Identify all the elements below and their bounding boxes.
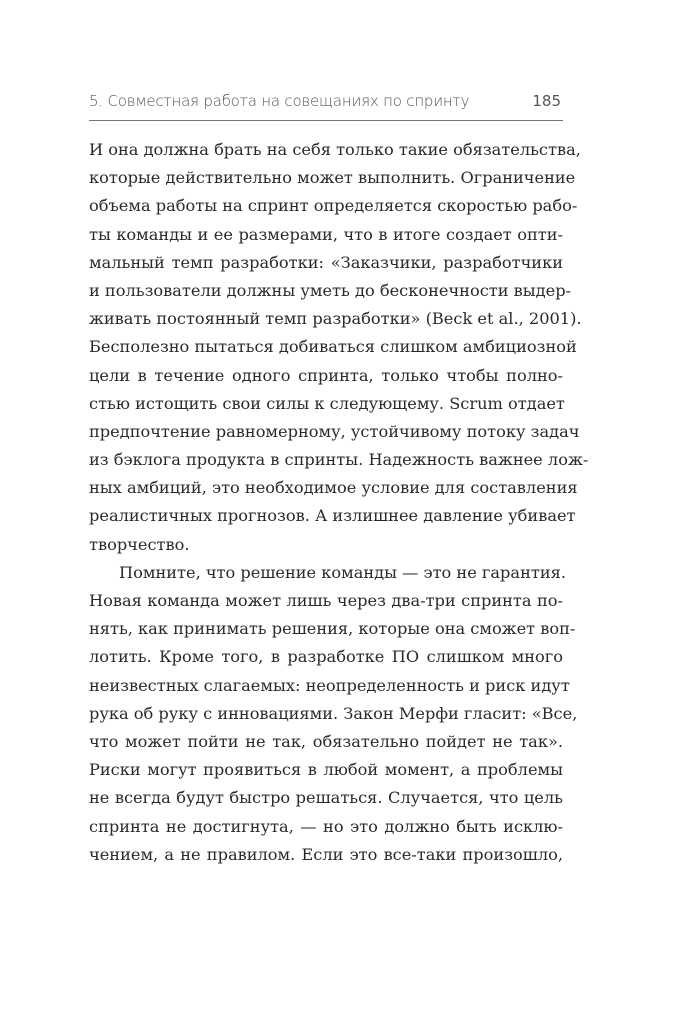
text-line: Риски могут проявиться в любой момент, а проблемы: [89, 760, 563, 780]
text-line: неизвестных слагаемых: неопределенность и риск идут: [89, 675, 570, 695]
text-line: цели в течение одного спринта, только чтобы полно-: [89, 365, 563, 385]
text-line: стью истощить свои силы к следующему. Scrum отдает: [89, 393, 565, 413]
text-line: ных амбиций, это необходимое условие для составления: [89, 478, 578, 498]
paragraph: [89, 136, 589, 559]
text-line: нять, как принимать решения, которые она сможет воп-: [89, 619, 576, 639]
text-line: объема работы на спринт определяется скоростью рабо-: [89, 196, 578, 216]
text-line: лотить. Кроме того, в разработке ПО слишком много: [89, 647, 563, 667]
text-line: ты команды и ее размерами, что в итоге создает опти-: [89, 224, 563, 244]
text-line: рука об руку с инновациями. Закон Мерфи гласит: «Все,: [89, 703, 578, 723]
text-line: что может пойти не так, обязательно пойдет не так».: [89, 731, 563, 751]
text-line: чением, а не правилом. Если это все-таки произошло,: [89, 844, 563, 864]
text-line: не всегда будут быстро решаться. Случается, что цель: [89, 788, 563, 808]
text-line: и пользователи должны уметь до бесконечности выдер-: [89, 280, 572, 300]
chapter-title: 5. Совместная работа на совещаниях по спринту: [89, 92, 470, 110]
text-line: предпочтение равномерному, устойчивому потоку задач: [89, 421, 580, 441]
text-line: живать постоянный темп разработки» (Beck et al., 2001).: [89, 309, 582, 329]
text-line: И она должна брать на себя только такие обязательства,: [89, 140, 581, 159]
text-line: Бесполезно пытаться добиваться слишком амбициозной: [89, 337, 577, 357]
body-text: [89, 136, 589, 869]
text-line: Новая команда может лишь через два-три спринта по-: [89, 591, 563, 610]
text-line: которые действительно может выполнить. Ограничение: [89, 168, 576, 188]
text-line: из бэклога продукта в спринты. Надежность важнее лож-: [89, 450, 589, 470]
text-line: реалистичных прогнозов. А излишнее давление убивает: [89, 506, 576, 526]
text-line: творчество.: [89, 534, 190, 554]
paragraph: [89, 559, 578, 869]
text-line: мальный темп разработки: «Заказчики, разработчики: [89, 252, 563, 272]
text-line: спринта не достигнута, — но это должно быть исклю-: [89, 816, 563, 836]
running-header: [89, 90, 563, 121]
text-line: Помните, что решение команды — это не гарантия.: [119, 562, 566, 582]
page-number: 185: [532, 92, 561, 110]
